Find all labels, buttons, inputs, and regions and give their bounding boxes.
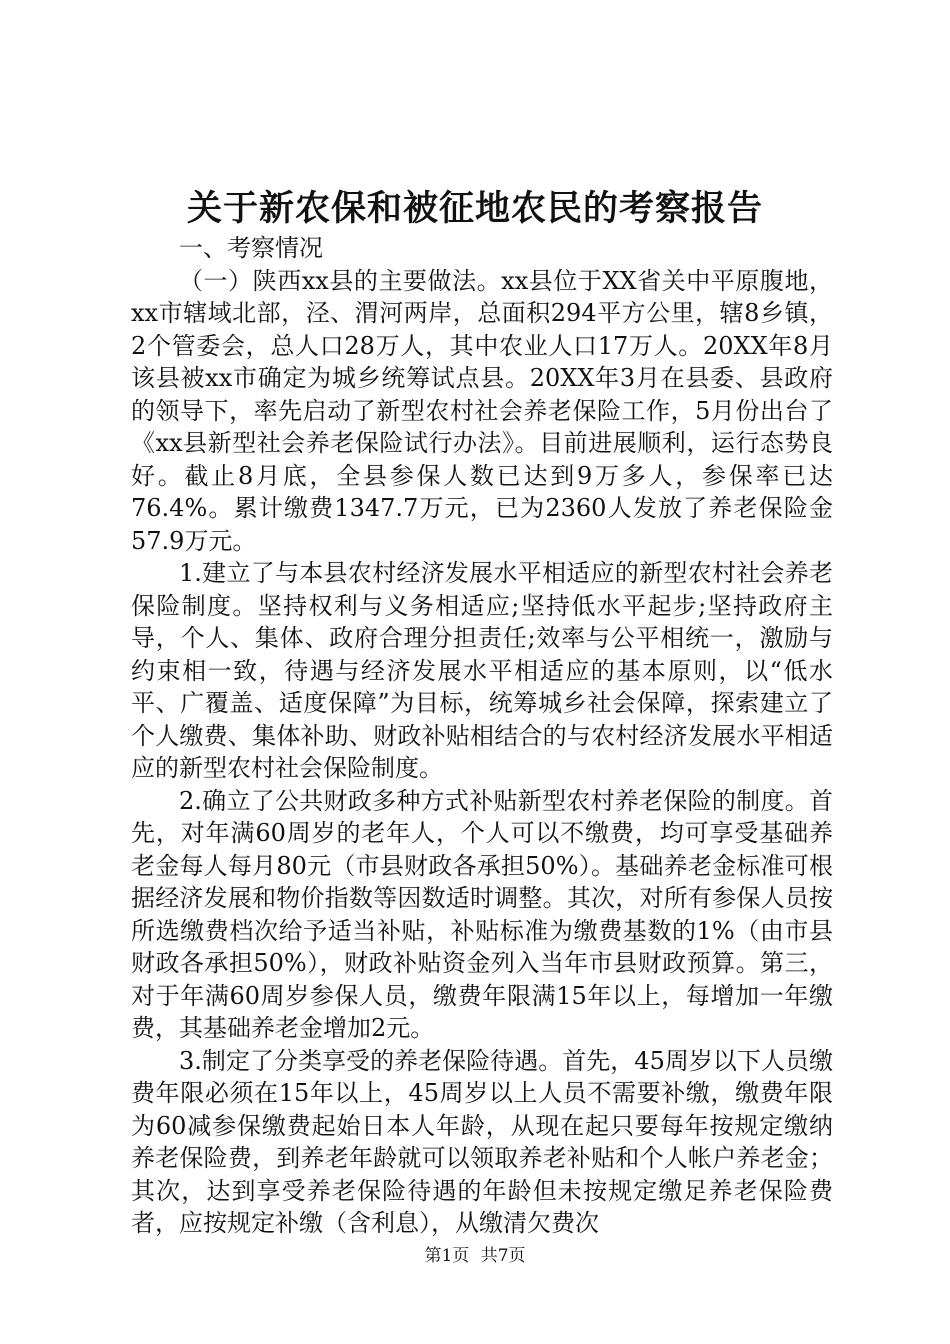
paragraph: 1.建立了与本县农村经济发展水平相适应的新型农村社会养老保险制度。坚持权利与义务相适应;坚持低水平起步;坚持政府主导，个人、集体、政府合理分担责任;效率与公平相统一，激励与约束相一致，待遇与经济发展水平相适应的基本原则，以“低水平、广覆盖、适度保障”为目标，统筹城乡社会保障，探索建立了个人缴费、集体补助、财政补贴相结合的与农村经济发展水平相适应的新型农村社会保险制度。 [131, 559, 833, 782]
total-pages-label: 共7页 [480, 1246, 526, 1266]
document-body [131, 232, 833, 1240]
paragraph: （一）陕西xx县的主要做法。xx县位于XX省关中平原腹地，xx市辖域北部，泾、渭河两岸，总面积294平方公里，辖8乡镇，2个管委会，总人口28万人，其中农业人口17万人。20XX年8月该县被xx市确定为城乡统筹试点县。20XX年3月在县委、县政府的领导下，率先启动了新型农村社会养老保险工作，5月份出台了《xx县新型社会养老保险试行办法》。目前进展顺利，运行态势良好。截止8月底，全县参保人数已达到9万多人，参保率已达76.4%。累计缴费1347.7万元，已为2360人发放了养老保险金57.9万元。 [131, 266, 833, 555]
paragraph: 2.确立了公共财政多种方式补贴新型农村养老保险的制度。首先，对年满60周岁的老年人，个人可以不缴费，均可享受基础养老金每人每月80元（市县财政各承担50%）。基础养老金标准可根据经济发展和物价指数等因数适时调整。其次，对所有参保人员按所选缴费档次给予适当补贴，补贴标准为缴费基数的1%（由市县财政各承担50%），财政补贴资金列入当年市县财政预算。第三，对于年满60周岁参保人员，缴费年限满15年以上，每增加一年缴费，其基础养老金增加2元。 [131, 786, 833, 1042]
section-heading: 一、考察情况 [179, 234, 323, 262]
paragraph: 3.制定了分类享受的养老保险待遇。首先，45周岁以下人员缴费年限必须在15年以上，45周岁以上人员不需要补缴，缴费年限为60减参保缴费起始日本人年龄，从现在起只要每年按规定缴纳养老保险费，到养老年龄就可以领取养老补贴和个人帐户养老金；其次，达到享受养老保险待遇的年龄但未按规定缴足养老保险费者，应按规定补缴（含利息），从缴清欠费次 [131, 1046, 833, 1237]
document-title: 关于新农保和被征地农民的考察报告 [186, 188, 763, 229]
current-page-label: 第1页 [424, 1246, 470, 1266]
page-footer [0, 1244, 950, 1268]
